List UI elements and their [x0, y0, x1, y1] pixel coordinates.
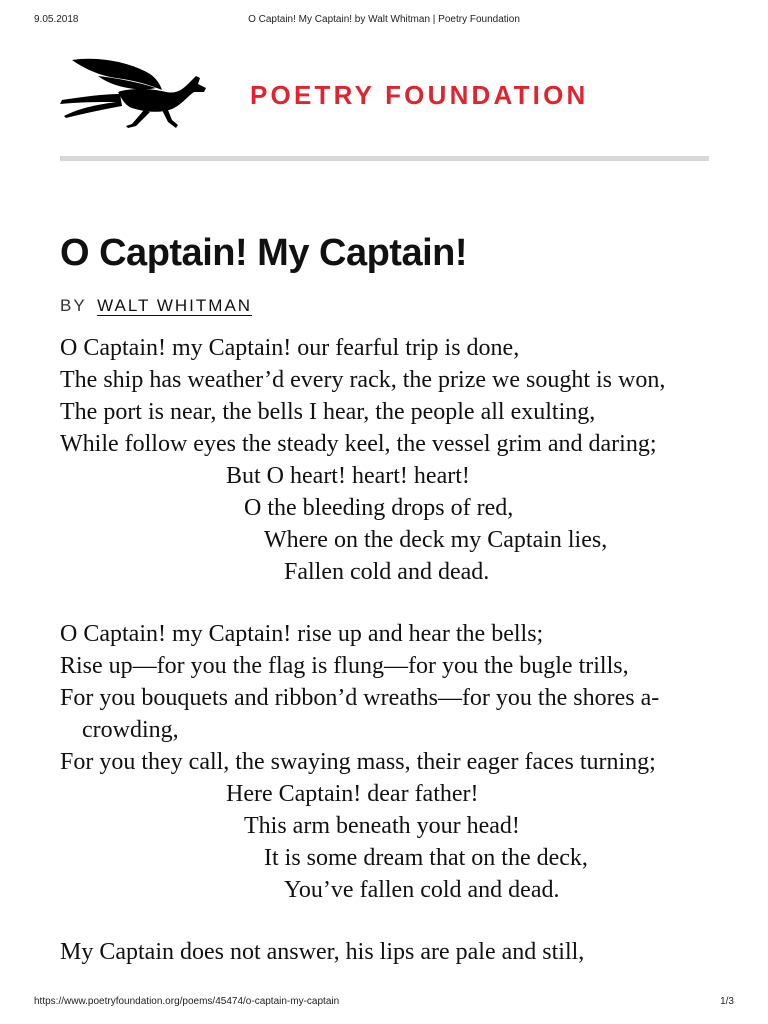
poem-line: O Captain! my Captain! our fearful trip is done,: [60, 335, 520, 361]
pegasus-icon[interactable]: [58, 54, 210, 134]
poem-line: My Captain does not answer, his lips are pale and still,: [60, 939, 585, 965]
poem-line: But O heart! heart! heart!: [226, 463, 470, 489]
poem-line: Fallen cold and dead.: [284, 559, 490, 585]
site-brand[interactable]: POETRY FOUNDATION: [250, 80, 589, 110]
poem-line: It is some dream that on the deck,: [264, 845, 588, 871]
poem-line: For you they call, the swaying mass, their eager faces turning;: [60, 749, 656, 775]
stanza-break: [60, 588, 720, 618]
poem-body: [60, 332, 720, 968]
author-link[interactable]: WALT WHITMAN: [97, 296, 253, 315]
poem-line: O the bleeding drops of red,: [244, 495, 514, 521]
poem-title: O Captain! My Captain!: [60, 232, 468, 274]
poem-line: crowding,: [82, 717, 179, 743]
print-date: 9.05.2018: [34, 14, 79, 25]
poem-line: Where on the deck my Captain lies,: [264, 527, 608, 553]
poem-line: The ship has weather’d every rack, the prize we sought is won,: [60, 367, 666, 393]
header-divider: [60, 156, 709, 161]
poem-line: While follow eyes the steady keel, the vessel grim and daring;: [60, 431, 657, 457]
poem-line: O Captain! my Captain! rise up and hear the bells;: [60, 621, 544, 647]
poem-line: The port is near, the bells I hear, the people all exulting,: [60, 399, 596, 425]
by-label: BY: [60, 296, 87, 315]
poem-line: Rise up—for you the flag is flung—for you the bugle trills,: [60, 653, 629, 679]
poem-line: For you bouquets and ribbon’d wreaths—for you the shores a-: [60, 685, 660, 711]
print-page-title: O Captain! My Captain! by Walt Whitman | Poetry Foundation: [248, 14, 520, 25]
page-number: 1/3: [720, 996, 734, 1007]
print-url[interactable]: https://www.poetryfoundation.org/poems/45474/o-captain-my-captain: [34, 996, 340, 1007]
poem-line: This arm beneath your head!: [244, 813, 520, 839]
stanza-break: [60, 906, 720, 936]
poem-line: Here Captain! dear father!: [226, 781, 479, 807]
byline: [60, 296, 252, 316]
print-header: [0, 14, 768, 34]
poem-line: You’ve fallen cold and dead.: [284, 877, 560, 903]
